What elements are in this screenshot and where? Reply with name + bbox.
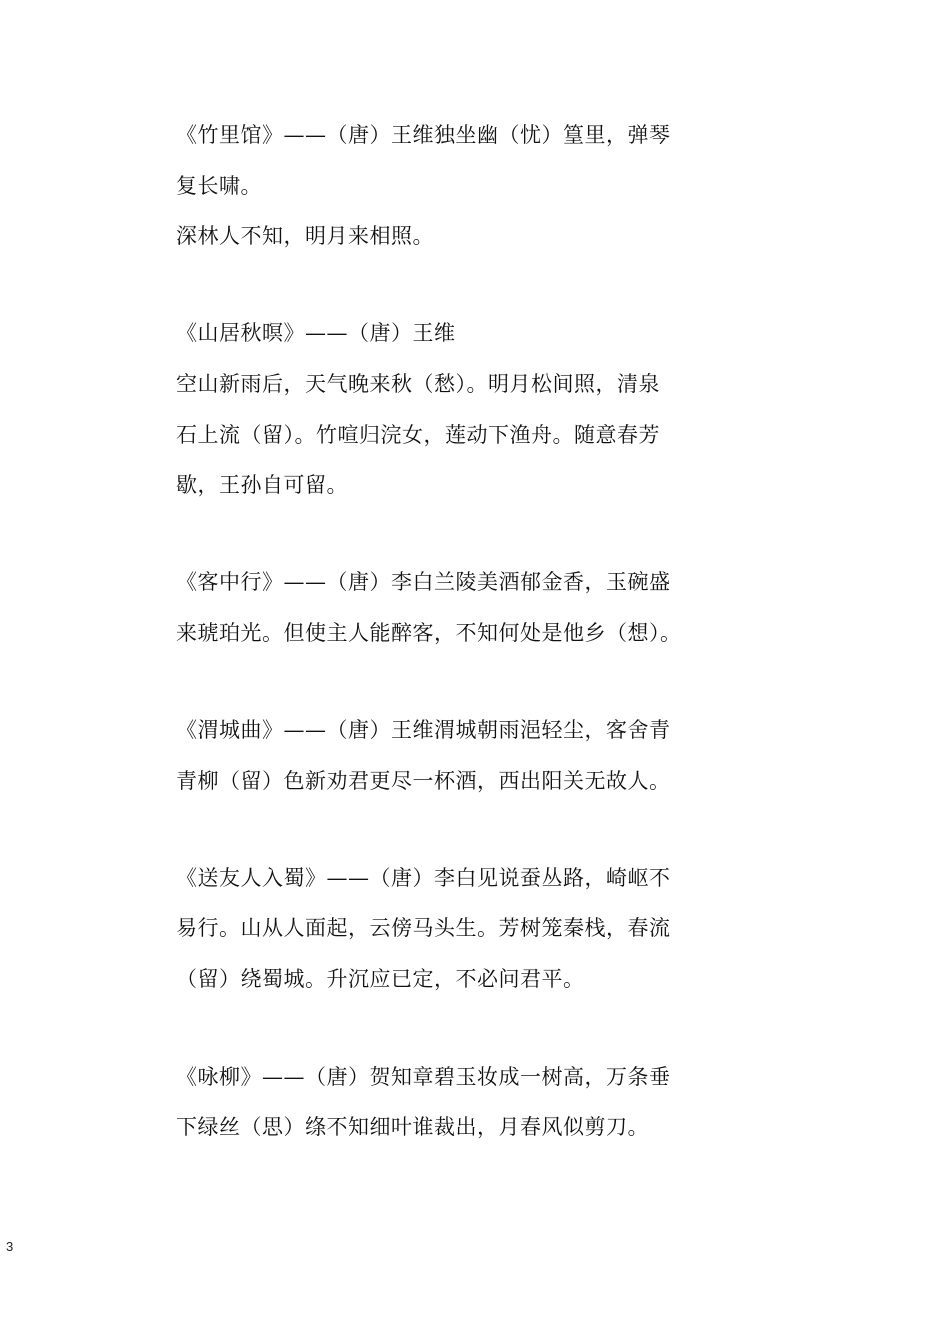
poem-line: 石上流（留）。竹喧归浣女，莲动下渔舟。随意春芳 (176, 423, 660, 447)
poem-line: （留）绕蜀城。升沉应已定，不必问君平。 (176, 967, 585, 991)
poem-line: 《山居秋暝》——（唐）王维 (176, 321, 456, 345)
poem-line: 歇，王孙自可留。 (176, 473, 348, 497)
poem-line: 《送友人入蜀》——（唐）李白见说蚕丛路，崎岖不 (176, 866, 671, 890)
poem-line: 深林人不知，明月来相照。 (176, 224, 434, 248)
poem-line: 《竹里馆》——（唐）王维独坐幽（忧）篁里，弹琴 (176, 123, 671, 147)
poem-line: 易行。山从人面起，云傍马头生。芳树笼秦栈，春流 (176, 916, 671, 940)
poem-line: 下绿丝（思）绦不知细叶谁裁出，月春风似剪刀。 (176, 1115, 649, 1139)
poem-line: 《客中行》——（唐）李白兰陵美酒郁金香，玉碗盛 (176, 570, 671, 594)
poem-line: 《渭城曲》——（唐）王维渭城朝雨浥轻尘，客舍青 (176, 718, 671, 742)
poem-line: 复长啸。 (176, 174, 262, 198)
poem-line: 青柳（留）色新劝君更尽一杯酒，西出阳关无故人。 (176, 769, 671, 793)
poem-line: 空山新雨后，天气晚来秋（愁）。明月松间照，清泉 (176, 372, 660, 396)
page-number: 3 (6, 1239, 14, 1254)
poem-line: 《咏柳》——（唐）贺知章碧玉妆成一树高，万条垂 (176, 1065, 671, 1089)
poem-line: 来琥珀光。但使主人能醉客，不知何处是他乡（想）。 (176, 621, 682, 645)
